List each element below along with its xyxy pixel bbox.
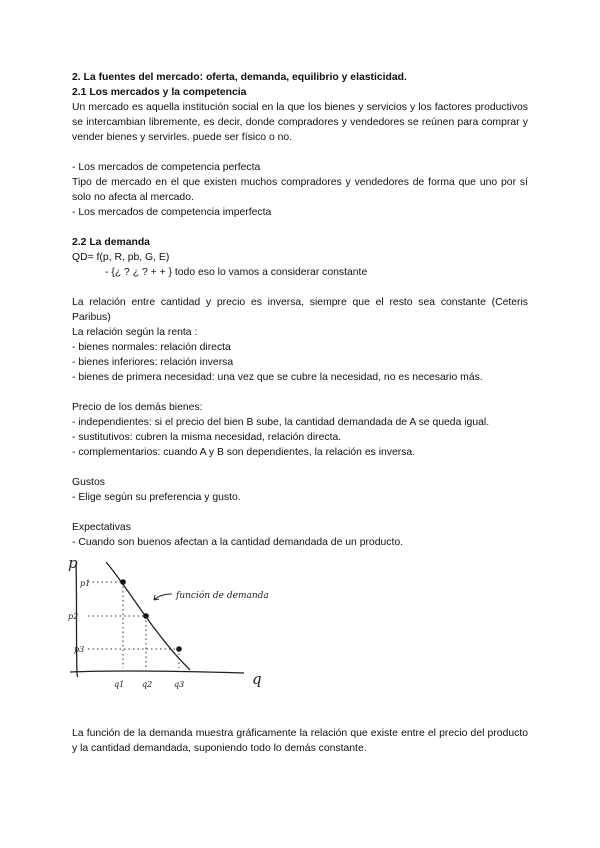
x-axis-label: q xyxy=(252,670,262,688)
other-goods-item: - complementarios: cuando A y B son dependientes, la relación es inversa. xyxy=(72,447,416,458)
x-axis xyxy=(70,671,244,673)
section-title: 2. La fuentes del mercado: oferta, demanda, equilibrio y elasticidad. xyxy=(72,72,407,83)
document-page xyxy=(68,70,528,756)
demand-formula: QD= f(p, R, pb, G, E) xyxy=(72,252,170,263)
quantity-label-2: q2 xyxy=(142,680,153,689)
label-arrow xyxy=(154,594,172,600)
other-goods-item: - sustitutivos: cubren la misma necesidad, relación directa. xyxy=(72,432,342,443)
income-item: - bienes de primera necesidad: una vez que se cubre la necesidad, no es necesario más. xyxy=(72,372,483,383)
income-relation-title: La relación según la renta : xyxy=(72,327,198,338)
perfect-competition-title: - Los mercados de competencia perfecta xyxy=(72,162,261,173)
price-label-1: p1 xyxy=(80,579,91,588)
tastes-item: - Elige según su preferencia y gusto. xyxy=(72,492,241,503)
expectations-title: Expectativas xyxy=(72,522,131,533)
quantity-label-3: q3 xyxy=(174,680,185,689)
demand-curve-sketch xyxy=(66,556,306,696)
quantity-label-1: q1 xyxy=(114,680,125,689)
imperfect-competition-title: - Los mercados de competencia imperfecta xyxy=(72,207,272,218)
demand-conclusion: La función de la demanda muestra gráficamente la relación que existe entre el precio del producto y la cantidad demandada, suponiendo todo lo demás constante. xyxy=(72,728,528,754)
other-goods-title: Precio de los demás bienes: xyxy=(72,402,203,413)
demand-formula-note: - {¿ ? ¿ ? + + } todo eso lo vamos a considerar constante xyxy=(105,267,368,278)
expectations-item: - Cuando son buenos afectan a la cantidad demandada de un producto. xyxy=(72,537,404,548)
price-label-2: p2 xyxy=(68,612,79,621)
markets-paragraph: Un mercado es aquella institución social en la que los bienes y servicios y los factores productivos se intercambian libremente, es decir, donde compradores y vendedores se reúnen para comprar y vender bienes y servirles. puede ser físico o no. xyxy=(72,102,528,143)
perfect-competition-desc: Tipo de mercado en el que existen muchos compradores y vendedores de forma que uno por sí solo no afecta al mercado. xyxy=(72,177,528,203)
price-label-3: p3 xyxy=(74,645,85,654)
other-goods-item: - independientes: si el precio del bien B sube, la cantidad demandada de A se queda igual. xyxy=(72,417,490,428)
subsection-title-markets: 2.1 Los mercados y la competencia xyxy=(72,87,247,98)
income-item: - bienes normales: relación directa xyxy=(72,342,231,353)
subsection-title-demand: 2.2 La demanda xyxy=(72,237,150,248)
price-quantity-relation: La relación entre cantidad y precio es inversa, siempre que el resto sea constante (Ceteris Paribus) xyxy=(72,297,528,323)
y-axis-label: p xyxy=(68,556,78,572)
curve-label: función de demanda xyxy=(176,591,269,601)
income-item: - bienes inferiores: relación inversa xyxy=(72,357,234,368)
tastes-title: Gustos xyxy=(72,477,105,488)
